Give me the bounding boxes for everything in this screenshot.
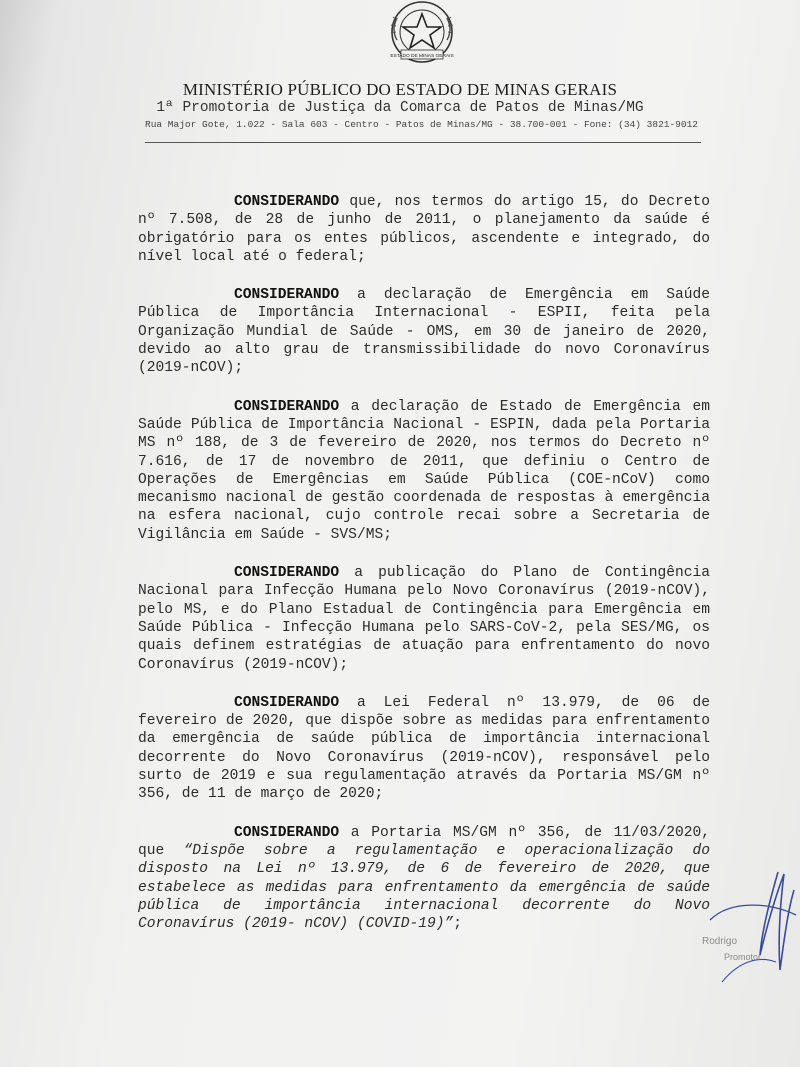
- organization-title: MINISTÉRIO PÚBLICO DO ESTADO DE MINAS GERAIS: [182, 80, 618, 99]
- considerando-paragraph: [138, 398, 710, 544]
- paragraph-text: que, nos termos do artigo 15, do Decreto nº 7.508, de 28 de junho de 2011, o planejamento da saúde é obrigatório para os entes públicos, ascendente e integrado, do nível local até o federal;: [138, 194, 710, 265]
- paragraph-tail: ;: [453, 916, 463, 933]
- state-coat-of-arms-icon: [383, 0, 461, 70]
- considerando-paragraph: [138, 564, 710, 674]
- header-divider: [145, 142, 701, 143]
- paragraph-lead: CONSIDERANDO: [234, 694, 340, 711]
- paragraph-lead: CONSIDERANDO: [234, 398, 340, 415]
- paragraph-lead: CONSIDERANDO: [234, 287, 340, 304]
- stamp-title: Promotor: [724, 952, 762, 962]
- paragraph-text: a Lei Federal nº 13.979, de 06 de fevereiro de 2020, que dispõe sobre as medidas para enfrentamento da emergência de saúde pública de importância internacional decorrente do Novo Coronavírus (2019-nCOV), responsável pelo surto de 2019 e sua regulamentação através da Portaria MS/GM nº 356, de 11 de março de 2020;: [138, 694, 710, 803]
- considerando-paragraph: [138, 286, 710, 377]
- office-subtitle: 1ª Promotoria de Justiça da Comarca de Patos de Minas/MG: [156, 100, 644, 116]
- document-body: [138, 193, 710, 953]
- considerando-paragraph: [138, 694, 710, 804]
- signature-and-stamp: [700, 860, 800, 1000]
- stamp-name: Rodrigo: [702, 936, 738, 947]
- quoted-ordinance-text: “Dispõe sobre a regulamentação e operacionalização do disposto na Lei nº 13.979, de 6 de fevereiro de 2020, que estabelece as medidas para enfrentamento da emergência de saúde pública de importância internacional decorrente do Novo Coronavírus (2019- nCOV) (COVID-19)”: [138, 842, 710, 933]
- paragraph-text: a declaração de Emergência em Saúde Pública de Importância Internacional - ESPII, feita pela Organização Mundial de Saúde - OMS, em 30 de janeiro de 2020, devido ao alto grau de transmissibilidade do novo Coronavírus (2019-nCOV);: [138, 287, 710, 377]
- paragraph-text: a declaração de Estado de Emergência em Saúde Pública de Importância Nacional - ESPIN, dada pela Portaria MS nº 188, de 3 de fevereiro de 2020, nos termos do Decreto nº 7.616, de 17 de novembro de 2011, que definiu o Centro de Operações de Emergências em Saúde Pública (COE-nCoV) como mecanismo nacional de gestão coordenada de respostas à emergência na esfera nacional, cujo controle recai sobre a Secretaria de Vigilância em Saúde - SVS/MS;: [138, 398, 710, 543]
- paragraph-text: a publicação do Plano de Contingência Nacional para Infecção Humana pelo Novo Coronavírus (2019-nCOV), pelo MS, e do Plano Estadual de Contingência para Emergência em Saúde Pública - Infecção Humana pelo SARS-CoV-2, pela SES/MG, os quais definem estratégias de atuação para enfrentamento do novo Coronavírus (2019-nCOV);: [138, 565, 710, 673]
- svg-text:ESTADO DE MINAS GERAIS: ESTADO DE MINAS GERAIS: [390, 54, 454, 59]
- office-address: Rua Major Gote, 1.022 - Sala 603 - Centro - Patos de Minas/MG - 38.700-001 - Fone: (34) 3821-9012: [145, 119, 698, 130]
- paragraph-text: a Portaria MS/GM nº 356, de 11/03/2020, que: [138, 824, 710, 859]
- considerando-paragraph: [138, 824, 710, 934]
- paragraph-lead: CONSIDERANDO: [234, 565, 340, 582]
- paragraph-lead: CONSIDERANDO: [234, 824, 340, 841]
- considerando-paragraph: [138, 193, 710, 266]
- paragraph-lead: CONSIDERANDO: [234, 194, 340, 210]
